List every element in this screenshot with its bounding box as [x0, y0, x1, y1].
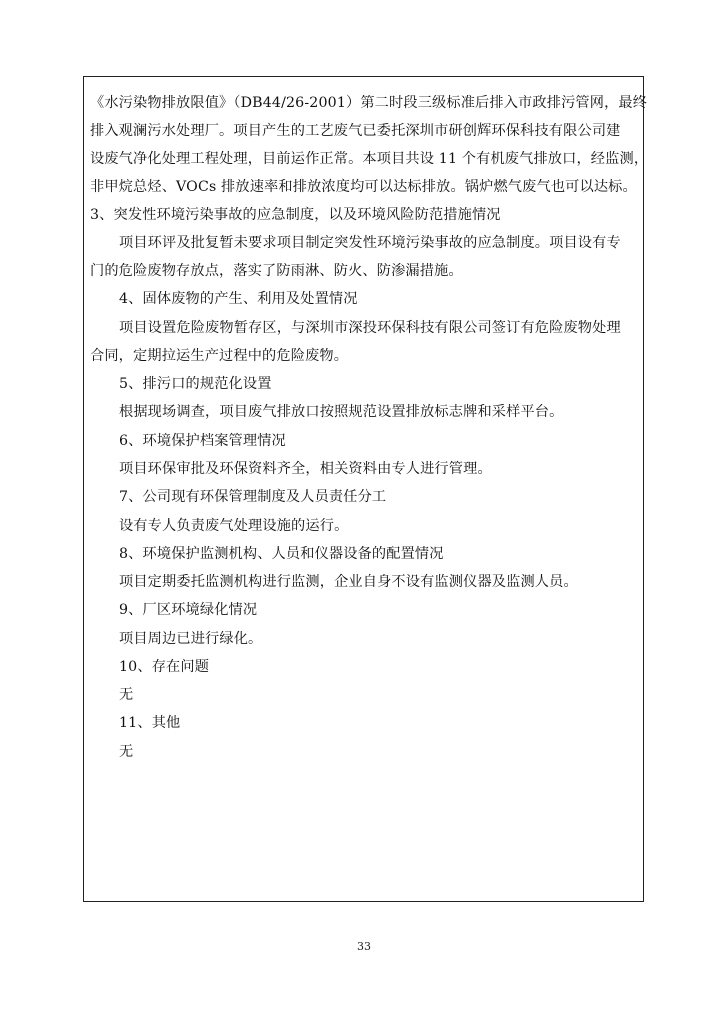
body-line: 根据现场调查，项目废气排放口按照规范设置排放标志牌和采样平台。 [119, 404, 564, 420]
section-heading-7: 7、公司现有环保管理制度及人员责任分工 [119, 489, 387, 505]
page-number: 33 [357, 940, 371, 953]
body-line: 设废气净化处理工程处理，目前运作正常。本项目共设 11 个有机废气排放口，经监测， [90, 151, 649, 167]
body-line: 排入观澜污水处理厂。项目产生的工艺废气已委托深圳市研创辉环保科技有限公司建 [90, 123, 621, 139]
body-line: 项目周边已进行绿化。 [119, 631, 263, 647]
section-heading-3: 3、突发性环境污染事故的应急制度，以及环境风险防范措施情况 [90, 207, 501, 223]
body-line: 项目定期委托监测机构进行监测，企业自身不设有监测仪器及监测人员。 [119, 574, 578, 590]
body-line: 项目环保审批及环保资料齐全，相关资料由专人进行管理。 [119, 461, 492, 477]
section-heading-11: 11、其他 [119, 715, 181, 731]
section-heading-6: 6、环境保护档案管理情况 [119, 433, 286, 449]
body-line: 无 [119, 744, 134, 760]
section-heading-9: 9、厂区环境绿化情况 [119, 602, 258, 618]
body-line: 无 [119, 687, 134, 703]
section-heading-10: 10、存在问题 [119, 659, 210, 675]
body-line: 《水污染物排放限值》（DB44/26-2001）第二时段三级标准后排入市政排污管网，最终 [90, 95, 648, 111]
body-line: 合同，定期拉运生产过程中的危险废物。 [90, 348, 349, 364]
body-line: 项目环评及批复暂未要求项目制定突发性环境污染事故的应急制度。项目设有专 [119, 235, 621, 251]
body-line: 项目设置危险废物暂存区，与深圳市深投环保科技有限公司签订有危险废物处理 [119, 320, 621, 336]
section-heading-8: 8、环境保护监测机构、人员和仪器设备的配置情况 [119, 546, 444, 562]
body-line: 设有专人负责废气处理设施的运行。 [119, 518, 349, 534]
body-line: 门的危险废物存放点，落实了防雨淋、防火、防渗漏措施。 [90, 263, 463, 279]
section-heading-5: 5、排污口的规范化设置 [119, 376, 272, 392]
body-line: 非甲烷总烃、VOCs 排放速率和排放浓度均可以达标排放。锅炉燃气废气也可以达标。 [90, 179, 637, 195]
section-heading-4: 4、固体废物的产生、利用及处置情况 [119, 291, 358, 307]
